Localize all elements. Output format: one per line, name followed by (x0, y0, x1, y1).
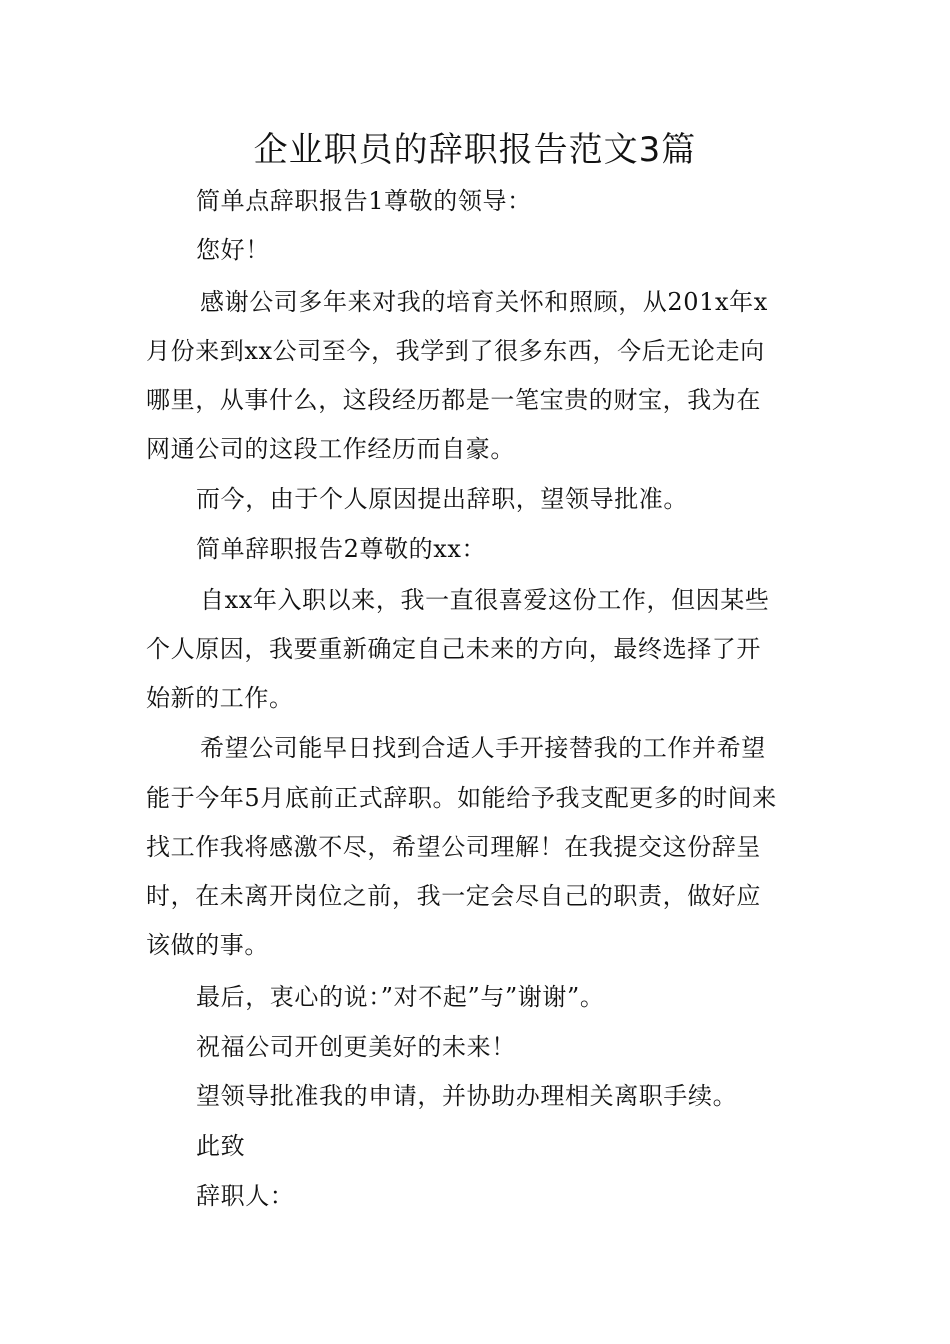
paragraph-line: 能于今年5月底前正式辞职。如能给予我支配更多的时间来 (146, 784, 777, 812)
paragraph-line: 辞职人： (196, 1182, 295, 1210)
paragraph-line: 月份来到xx公司至今，我学到了很多东西，今后无论走向 (146, 337, 765, 365)
paragraph-line: 祝福公司开创更美好的未来！ (196, 1033, 516, 1061)
paragraph-line: 感谢公司多年来对我的培育关怀和照顾，从201x年x (200, 288, 768, 316)
paragraph-line: 最后，衷心的说：”对不起”与”谢谢”。 (196, 983, 605, 1011)
paragraph-line: 自xx年入职以来，我一直很喜爱这份工作，但因某些 (200, 586, 770, 614)
paragraph-line: 找工作我将感激不尽，希望公司理解！在我提交这份辞呈 (146, 833, 761, 861)
paragraph-line: 时，在未离开岗位之前，我一定会尽自己的职责，做好应 (146, 882, 761, 910)
document-title: 企业职员的辞职报告范文3篇 (253, 130, 697, 170)
paragraph-line: 您好！ (196, 236, 270, 264)
paragraph-line: 哪里，从事什么，这段经历都是一笔宝贵的财宝，我为在 (146, 386, 761, 414)
paragraph-line: 简单点辞职报告1尊敬的领导： (196, 187, 532, 215)
paragraph-line: 望领导批准我的申请，并协助办理相关离职手续。 (196, 1082, 738, 1110)
paragraph-line: 希望公司能早日找到合适人手开接替我的工作并希望 (200, 734, 766, 762)
paragraph-line: 个人原因，我要重新确定自己未来的方向，最终选择了开 (146, 635, 761, 663)
paragraph-line: 简单辞职报告2尊敬的xx： (196, 535, 487, 563)
paragraph-line: 该做的事。 (146, 931, 269, 959)
paragraph-line: 始新的工作。 (146, 684, 294, 712)
paragraph-line: 此致 (196, 1132, 246, 1160)
paragraph-line: 网通公司的这段工作经历而自豪。 (146, 435, 515, 463)
paragraph-line: 而今，由于个人原因提出辞职，望领导批准。 (196, 485, 688, 513)
